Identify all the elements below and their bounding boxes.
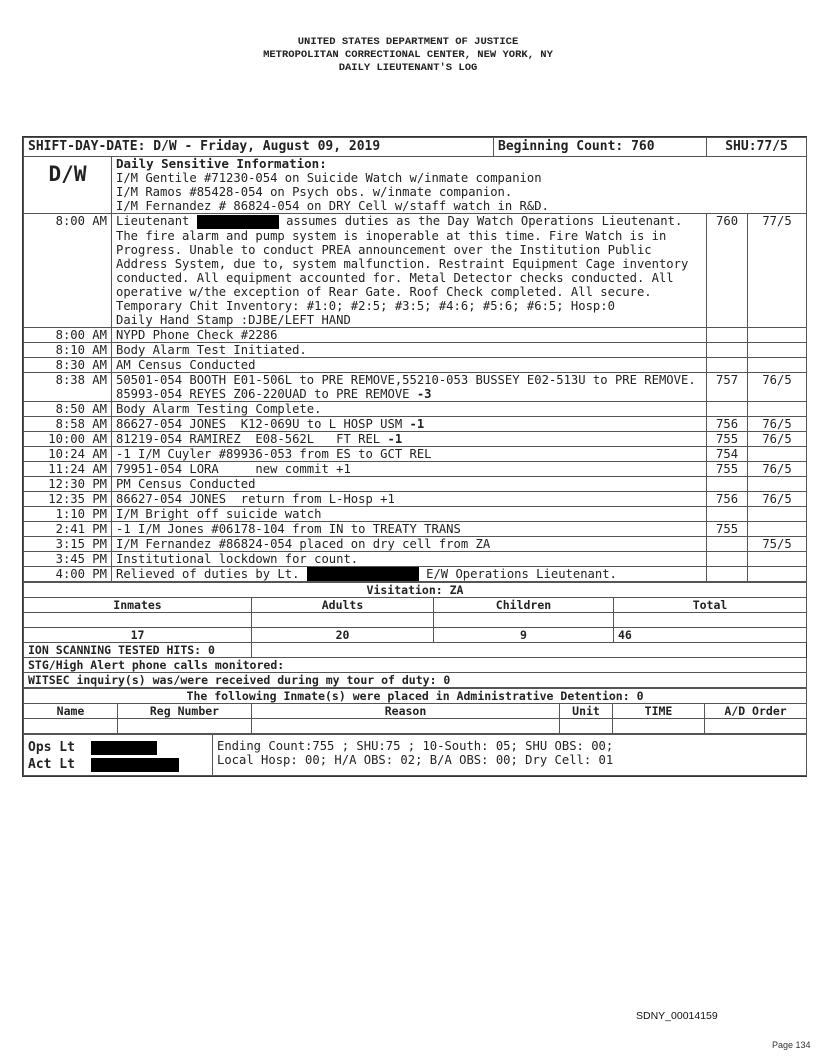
log-row [24,491,807,506]
log-time: 8:50 AM [24,401,112,416]
log-time: 8:00 AM [24,327,112,342]
log-shu [748,446,807,461]
visitation-table [23,582,807,688]
log-entry-rows [24,327,807,566]
log-row [24,536,807,551]
visitation-header: Adults [252,598,434,613]
log-count [707,357,748,372]
redaction-block [91,741,157,755]
log-time: 1:10 PM [24,506,112,521]
admin-detention-table [23,688,807,734]
header-facility: METROPOLITAN CORRECTIONAL CENTER, NEW YORK, NY [263,49,553,61]
admin-header: Reg Number [118,704,252,719]
log-count: 755 [707,521,748,536]
admin-detention-title: The following Inmate(s) were placed in Administrative Detention: 0 [24,689,807,704]
log-text: I/M Bright off suicide watch [112,506,707,521]
log-time: 8:10 AM [24,342,112,357]
log-count [707,536,748,551]
log-time: 8:38 AM [24,372,112,401]
log-row [24,416,807,431]
act-lt-label: Act Lt [28,757,75,772]
log-count [707,342,748,357]
log-text: Body Alarm Testing Complete. [112,401,707,416]
log-shu [748,551,807,566]
shift-code: D/W [24,157,112,214]
log-text: 86627-054 JONES K12-069U to L HOSP USM -1 [112,416,707,431]
admin-header: Name [24,704,118,719]
count-change: -1 [409,416,425,431]
log-time: 11:24 AM [24,461,112,476]
shu-count: SHU:77/5 [707,138,807,157]
log-count: 756 [707,491,748,506]
shift-day-date: SHIFT-DAY-DATE: D/W - Friday, August 09, 2019 [24,138,494,157]
log-row [24,214,807,328]
log-text: PM Census Conducted [112,476,707,491]
log-text: Institutional lockdown for count. [112,551,707,566]
ops-lt-label: Ops Lt [28,740,75,755]
log-text: -1 I/M Jones #06178-104 from IN to TREATY TRANS [112,521,707,536]
visitation-header: Children [434,598,614,613]
log-time: 8:00 AM [24,214,112,328]
log-text: NYPD Phone Check #2286 [112,327,707,342]
log-row [24,521,807,536]
log-shu [748,357,807,372]
log-row [24,446,807,461]
log-text: Lieutenant assumes duties as the Day Watch Operations Lieutenant. The fire alarm and pump system is inoperable at this time. Fire Watch is in Progress. Unable to conduct PREA announcement over the Institution Public Address System, due to, system malfunction. Restraint Equipment Cage inventory conducted. All equipment accounted for. Metal Detector checks conducted. All operative w/the exception of Rear Gate. Roof Check completed. All secure. Temporary Chit Inventory: #1:0; #2:5; #3:5; #4:6; #5:6; #6:5; Hosp:0 Daily Hand Stamp :DJBE/LEFT HAND [112,214,707,328]
sensitive-info-row [24,157,807,214]
log-shu [748,521,807,536]
log-text: Body Alarm Test Initiated. [112,342,707,357]
log-row [24,342,807,357]
log-row [24,357,807,372]
log-count: 755 [707,431,748,446]
page-number: Page 134 [772,1040,811,1050]
log-shu [748,566,807,582]
shift-bar [24,138,807,157]
log-row [24,566,807,582]
redaction-block [91,758,179,772]
log-text: AM Census Conducted [112,357,707,372]
log-shu [748,476,807,491]
log-shu: 76/5 [748,461,807,476]
beginning-count: Beginning Count: 760 [494,138,707,157]
ending-count: Ending Count:755 ; SHU:75 ; 10-South: 05; SHU OBS: 00; Local Hosp: 00; H/A OBS: 02; B/A OBS: 00; Dry Cell: 01 [213,735,807,776]
log-row [24,551,807,566]
sensitive-title: Daily Sensitive Information: [116,156,327,171]
log-row [24,401,807,416]
redaction-block [197,215,279,229]
log-shu [748,506,807,521]
ion-scanning: ION SCANNING TESTED HITS: 0 [24,643,252,658]
log-time: 8:30 AM [24,357,112,372]
log-time: 4:00 PM [24,566,112,582]
admin-header: Unit [560,704,613,719]
visitation-value: 9 [434,628,614,643]
log-shu: 76/5 [748,372,807,401]
witsec-inquiry: WITSEC inquiry(s) was/were received during my tour of duty: 0 [24,673,807,688]
log-shu: 76/5 [748,416,807,431]
log-time: 8:58 AM [24,416,112,431]
log-time: 12:35 PM [24,491,112,506]
visitation-value: 17 [24,628,252,643]
log-shu [748,401,807,416]
log-count: 754 [707,446,748,461]
lieutenant-log-table [22,136,807,777]
hand-stamp: Daily Hand Stamp :DJBE/LEFT HAND [116,312,351,327]
log-row [24,327,807,342]
log-shu: 76/5 [748,431,807,446]
log-count: 757 [707,372,748,401]
visitation-header: Total [614,598,807,613]
document-header [0,36,816,75]
log-count [707,506,748,521]
sensitive-line: I/M Fernandez # 86824-054 on DRY Cell w/staff watch in R&D. [116,199,549,213]
log-time: 3:15 PM [24,536,112,551]
log-time: 10:00 AM [24,431,112,446]
visitation-header: Inmates [24,598,252,613]
log-shu: 75/5 [748,536,807,551]
log-text: 86627-054 JONES return from L-Hosp +1 [112,491,707,506]
closing-summary [23,734,807,776]
header-log-title: DAILY LIEUTENANT'S LOG [338,62,478,74]
log-row [24,372,807,401]
count-change: -3 [416,386,432,401]
log-shu: 77/5 [748,214,807,328]
signatures [24,735,213,776]
stg-calls: STG/High Alert phone calls monitored: [24,658,807,673]
log-count [707,327,748,342]
log-shu: 76/5 [748,491,807,506]
log-text: 79951-054 LORA new commit +1 [112,461,707,476]
log-entries-table [23,137,807,582]
log-count [707,551,748,566]
visitation-value: 46 [614,628,807,643]
log-count [707,401,748,416]
visitation-title: Visitation: ZA [24,583,807,598]
visitation-value: 20 [252,628,434,643]
log-text: I/M Fernandez #86824-054 placed on dry cell from ZA [112,536,707,551]
sensitive-line: I/M Ramos #85428-054 on Psych obs. w/inmate companion. [116,185,513,199]
log-shu [748,342,807,357]
log-row [24,476,807,491]
log-time: 12:30 PM [24,476,112,491]
log-text: 81219-054 RAMIREZ E08-562L FT REL -1 [112,431,707,446]
count-change: -1 [387,431,403,446]
log-row [24,431,807,446]
redaction-block [307,567,419,581]
log-text: Relieved of duties by Lt. E/W Operations Lieutenant. [112,566,707,582]
log-time: 10:24 AM [24,446,112,461]
log-text: 50501-054 BOOTH E01-506L to PRE REMOVE,55210-053 BUSSEY E02-513U to PRE REMOVE. 85993-054 REYES Z06-220UAD to PRE REMOVE -3 [112,372,707,401]
log-count: 760 [707,214,748,328]
log-time: 3:45 PM [24,551,112,566]
log-count: 755 [707,461,748,476]
sensitive-info [112,157,807,214]
header-agency: UNITED STATES DEPARTMENT OF JUSTICE [297,36,519,48]
bates-number: SDNY_00014159 [636,1010,718,1022]
admin-header: TIME [613,704,705,719]
admin-header: A/D Order [705,704,807,719]
log-time: 2:41 PM [24,521,112,536]
log-text: -1 I/M Cuyler #89936-053 from ES to GCT REL [112,446,707,461]
log-count [707,566,748,582]
log-row [24,461,807,476]
log-count: 756 [707,416,748,431]
sensitive-line: I/M Gentile #71230-054 on Suicide Watch w/inmate companion [116,171,542,185]
log-count [707,476,748,491]
log-shu [748,327,807,342]
log-row [24,506,807,521]
admin-header: Reason [252,704,560,719]
